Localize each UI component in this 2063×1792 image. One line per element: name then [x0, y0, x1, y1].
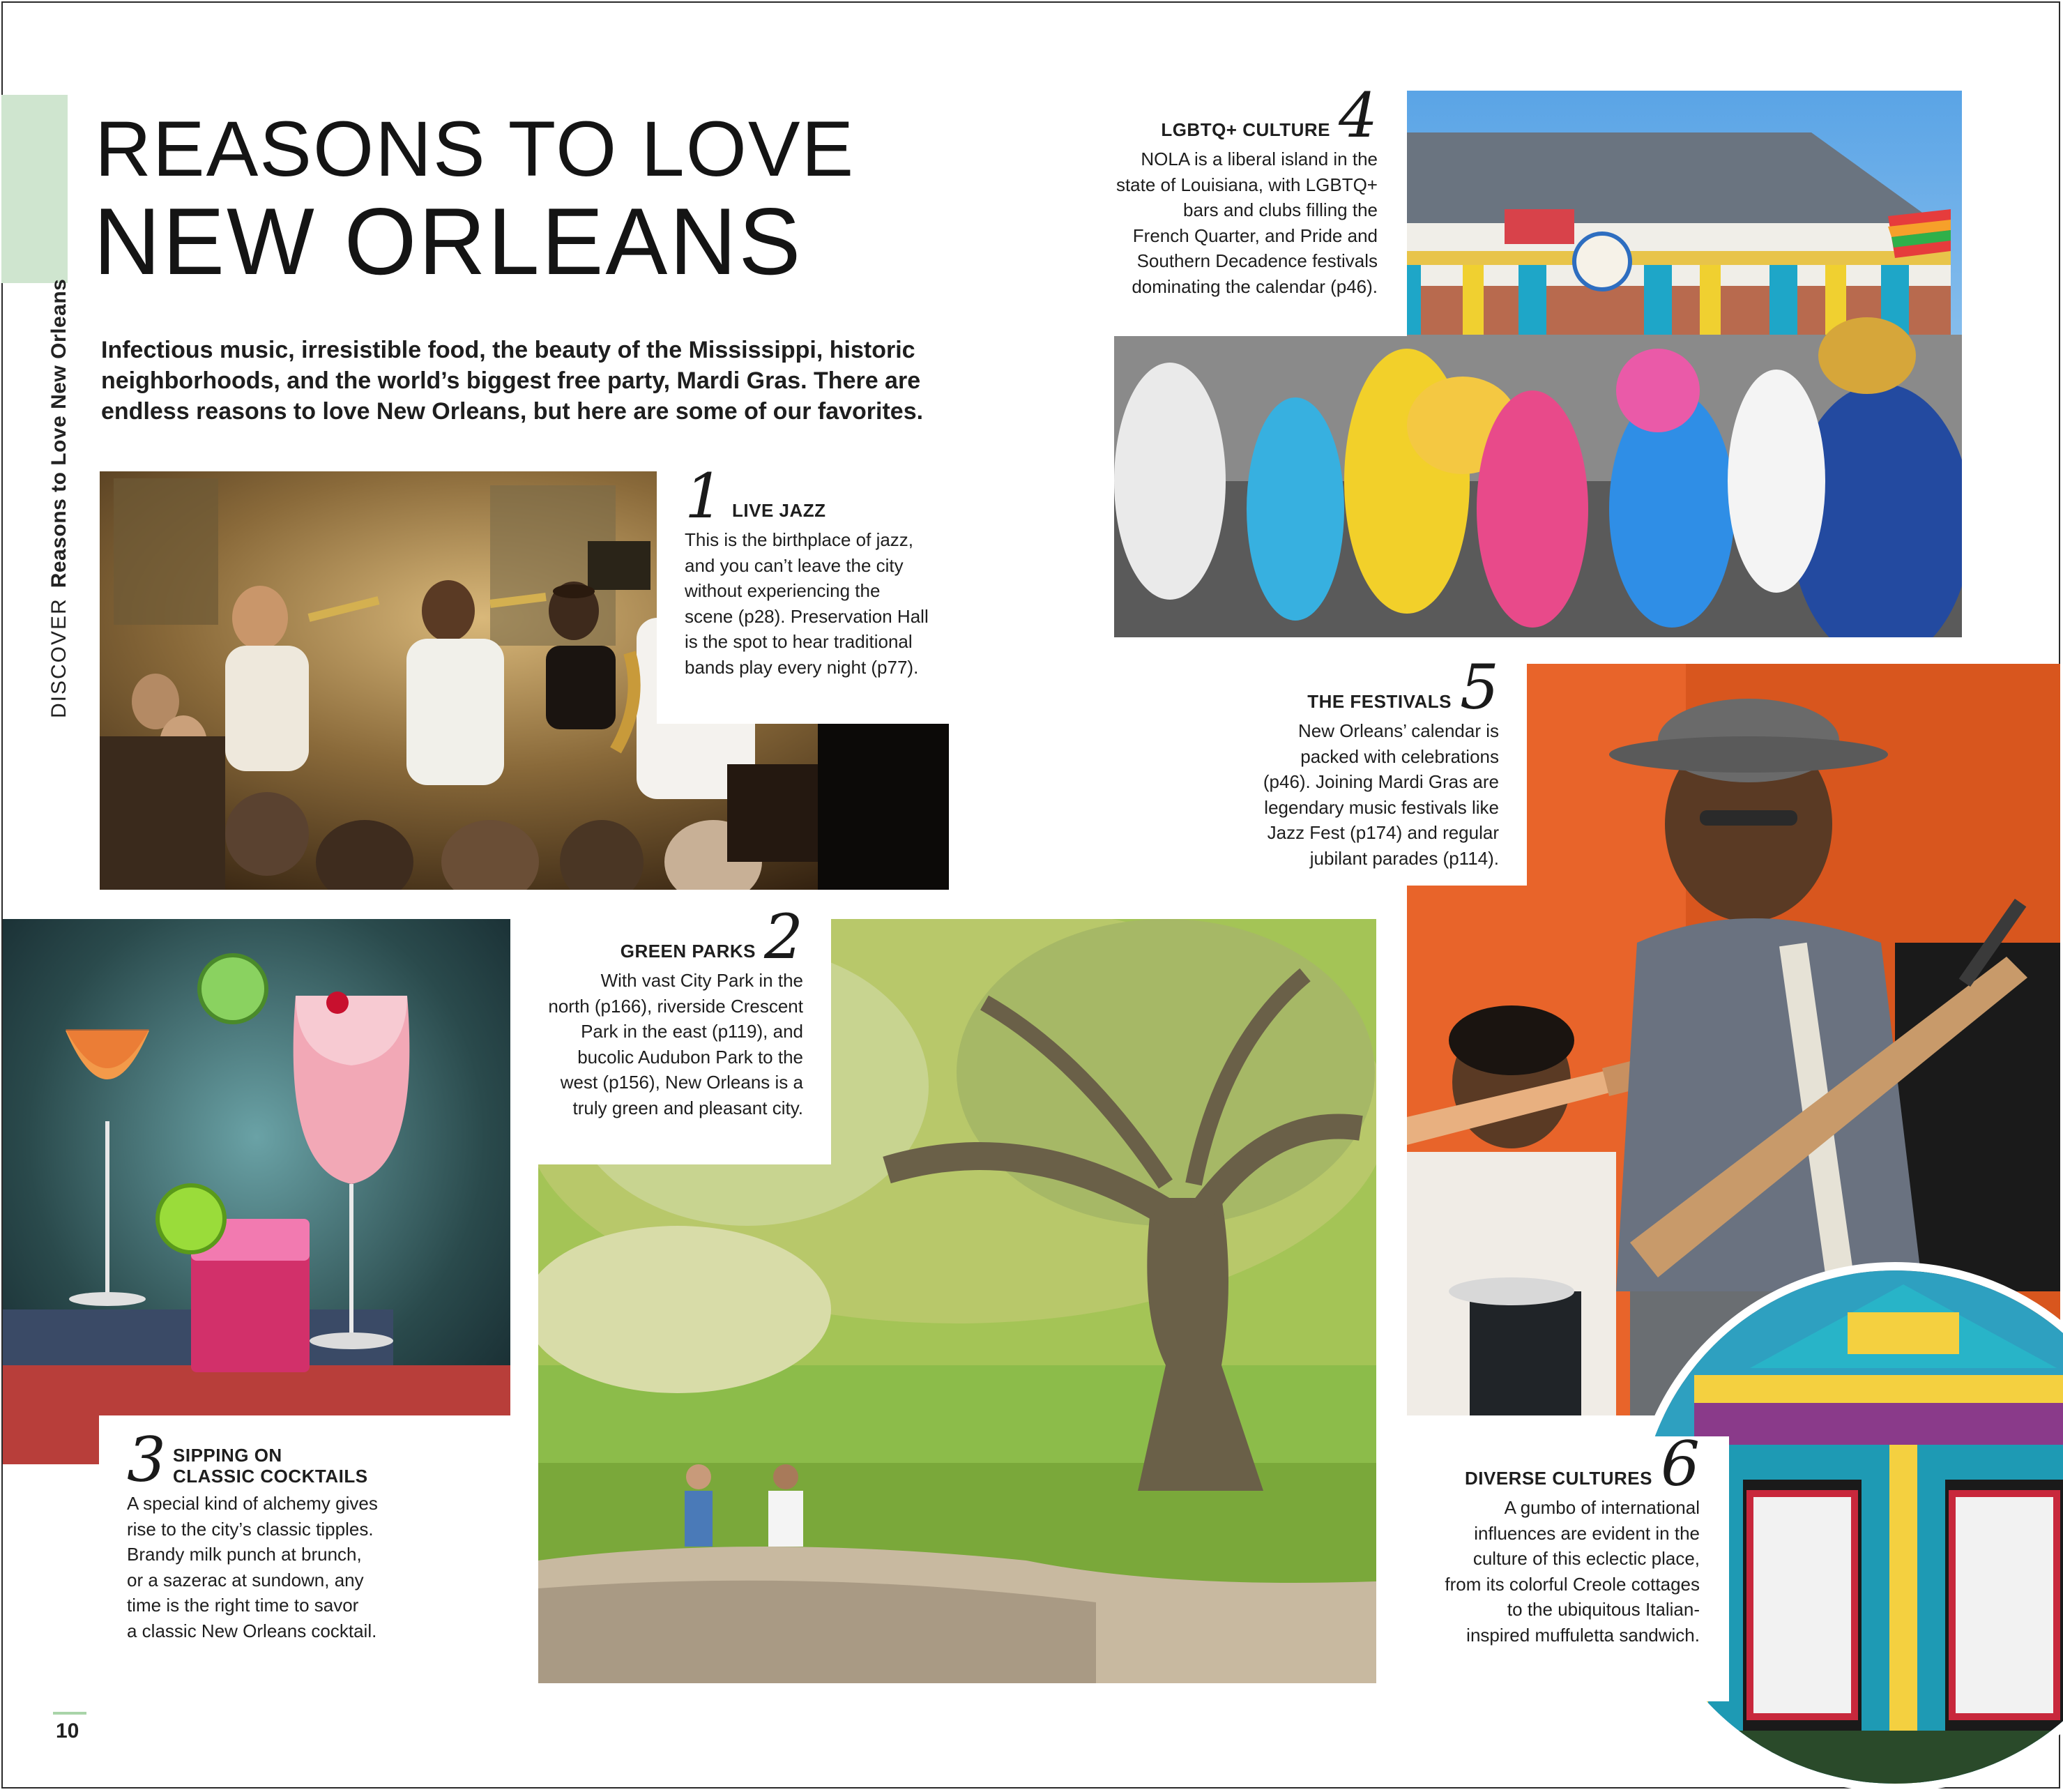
- entry-body-diverse-cultures: A gumbo of international influences are evident in the culture of this eclectic place, from its colorful Creole cottages to the ubiquitous Italian- inspired muffuletta sandwich.: [1445, 1497, 1700, 1646]
- entry-title-green-parks: GREEN PARKS: [620, 941, 756, 962]
- entry-number-2: 2: [764, 901, 803, 973]
- entry-body-lgbtq-culture: NOLA is a liberal island in the state of Louisiana, with LGBTQ+ bars and clubs filling the French Quarter, and Pride and Southern Decadence festivals dominating the calendar (p46).: [1116, 149, 1378, 297]
- entry-diverse-cultures: [1422, 1428, 1700, 1648]
- entry-number-1: 1: [685, 460, 724, 532]
- entry-title-diverse-cultures: DIVERSE CULTURES: [1465, 1468, 1652, 1489]
- running-head-section: DISCOVER: [47, 598, 70, 718]
- entry-title-live-jazz: LIVE JAZZ: [732, 500, 826, 521]
- entry-body-green-parks: With vast City Park in the north (p166), riverside Crescent Park in the east (p119), and bucolic Audubon Park to the west (p156), New Orleans is a truly green and pleasant city.: [548, 970, 803, 1118]
- entry-cocktails: [127, 1424, 420, 1643]
- entry-green-parks: [530, 901, 803, 1121]
- entry-body-cocktails: A special kind of alchemy gives rise to the city’s classic tipples. Brandy milk punch at brunch, or a sazerac at sundown, any time is the right time to savor a classic New Orleans cocktail.: [127, 1493, 378, 1641]
- entry-number-4: 4: [1339, 79, 1378, 151]
- running-head: [47, 279, 71, 718]
- entry-title-festivals: THE FESTIVALS: [1307, 691, 1452, 712]
- entry-body-festivals: New Orleans’ calendar is packed with celebrations (p46). Joining Mardi Gras are legendary music festivals like Jazz Fest (p174) and regular jubilant parades (p114).: [1263, 720, 1499, 869]
- entry-number-5: 5: [1460, 651, 1499, 723]
- entry-title-lgbtq-culture: LGBTQ+ CULTURE: [1161, 119, 1330, 140]
- page-number-rule: [53, 1712, 86, 1715]
- running-head-chapter: Reasons to Love New Orleans: [47, 278, 70, 589]
- entry-festivals: [1227, 651, 1499, 871]
- entry-body-live-jazz: This is the birthplace of jazz, and you can’t leave the city without experiencing the scene (p28). Preservation Hall is the spot to hear traditional bands play every night (p77).: [685, 529, 929, 678]
- cocktails-photo: [3, 919, 510, 1464]
- section-tab-bar: [1, 95, 68, 283]
- entry-live-jazz: [685, 460, 950, 680]
- intro-paragraph: Infectious music, irresistible food, the beauty of the Mississippi, historic neighborhoods, and the world’s biggest free party, Mardi Gras. There are endless reasons to love New Orleans, but here are some of our favorites.: [101, 337, 924, 425]
- entry-number-3: 3: [127, 1424, 166, 1496]
- page-number: 10: [56, 1719, 79, 1742]
- page-title-line-1: REASONS TO LOVE: [95, 105, 855, 192]
- entry-lgbtq-culture: [1109, 79, 1378, 299]
- page-title-line-2: NEW ORLEANS: [93, 188, 803, 294]
- entry-title-cocktails-line-1: SIPPING ON: [173, 1445, 282, 1466]
- entry-number-6: 6: [1661, 1428, 1700, 1500]
- entry-title-cocktails-line-2: CLASSIC COCKTAILS: [173, 1466, 368, 1487]
